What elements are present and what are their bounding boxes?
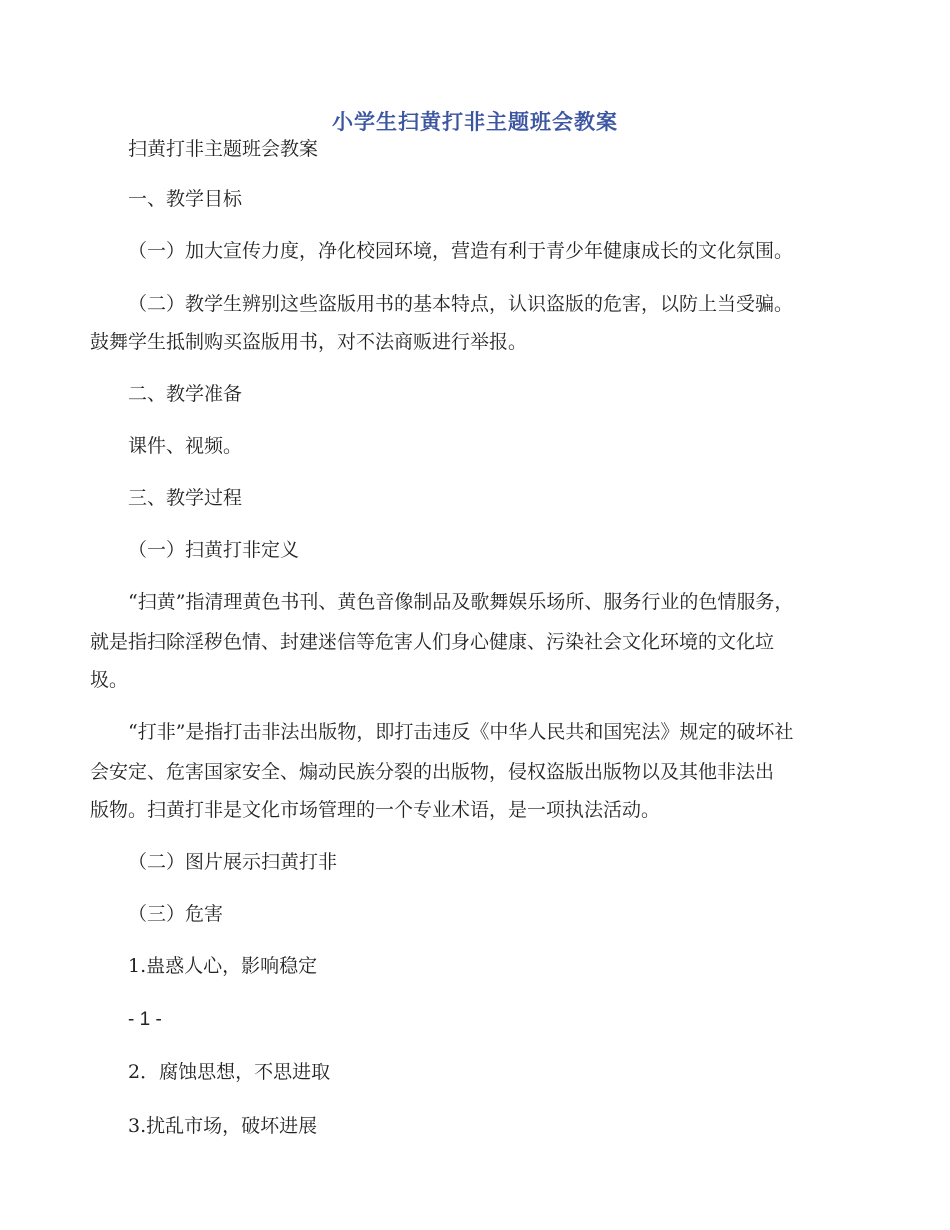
process-item-definition: （一）扫黄打非定义 <box>128 539 300 561</box>
page-number: - 1 - <box>128 1009 162 1030</box>
preparation-text: 课件、视频。 <box>128 435 243 457</box>
harm-item-3: 3.扰乱市场，破坏进展 <box>128 1115 318 1137</box>
process-item-harms: （三）危害 <box>128 903 224 925</box>
harm-item-2: 2．腐蚀思想，不思进取 <box>128 1061 331 1083</box>
goal-item-2: （二）教学生辨别这些盗版用书的基本特点，认识盗版的危害，以防上当受骗。 <box>128 293 794 315</box>
goal-item-1: （一）加大宣传力度，净化校园环境，营造有利于青少年健康成长的文化氛围。 <box>128 240 794 262</box>
paragraph-saohuang-line-2: 就是指扫除淫秽色情、封建迷信等危害人们身心健康、污染社会文化环境的文化垃 <box>90 631 775 653</box>
paragraph-dafei-line-3: 版物。扫黄打非是文化市场管理的一个专业术语，是一项执法活动。 <box>90 799 661 821</box>
goal-item-2-continued: 鼓舞学生抵制购买盗版用书，对不法商贩进行举报。 <box>90 331 528 353</box>
paragraph-saohuang-line-3: 圾。 <box>90 669 129 691</box>
subtitle-line: 扫黄打非主题班会教案 <box>128 138 319 160</box>
paragraph-dafei-line-1: “打非”是指打击非法出版物，即打击违反《中华人民共和国宪法》规定的破坏社 <box>128 721 794 743</box>
paragraph-saohuang-line-1: “扫黄”指清理黄色书刊、黄色音像制品及歌舞娱乐场所、服务行业的色情服务， <box>128 591 794 613</box>
section-heading-process: 三、教学过程 <box>128 487 243 509</box>
document-title: 小学生扫黄打非主题班会教案 <box>332 109 618 134</box>
paragraph-dafei-line-2: 会安定、危害国家安全、煽动民族分裂的出版物，侵权盗版出版物以及其他非法出 <box>90 761 775 783</box>
section-heading-preparation: 二、教学准备 <box>128 383 243 405</box>
section-heading-goals: 一、教学目标 <box>128 188 243 210</box>
harm-item-1: 1.蛊惑人心，影响稳定 <box>128 955 318 977</box>
process-item-pictures: （二）图片展示扫黄打非 <box>128 851 338 873</box>
